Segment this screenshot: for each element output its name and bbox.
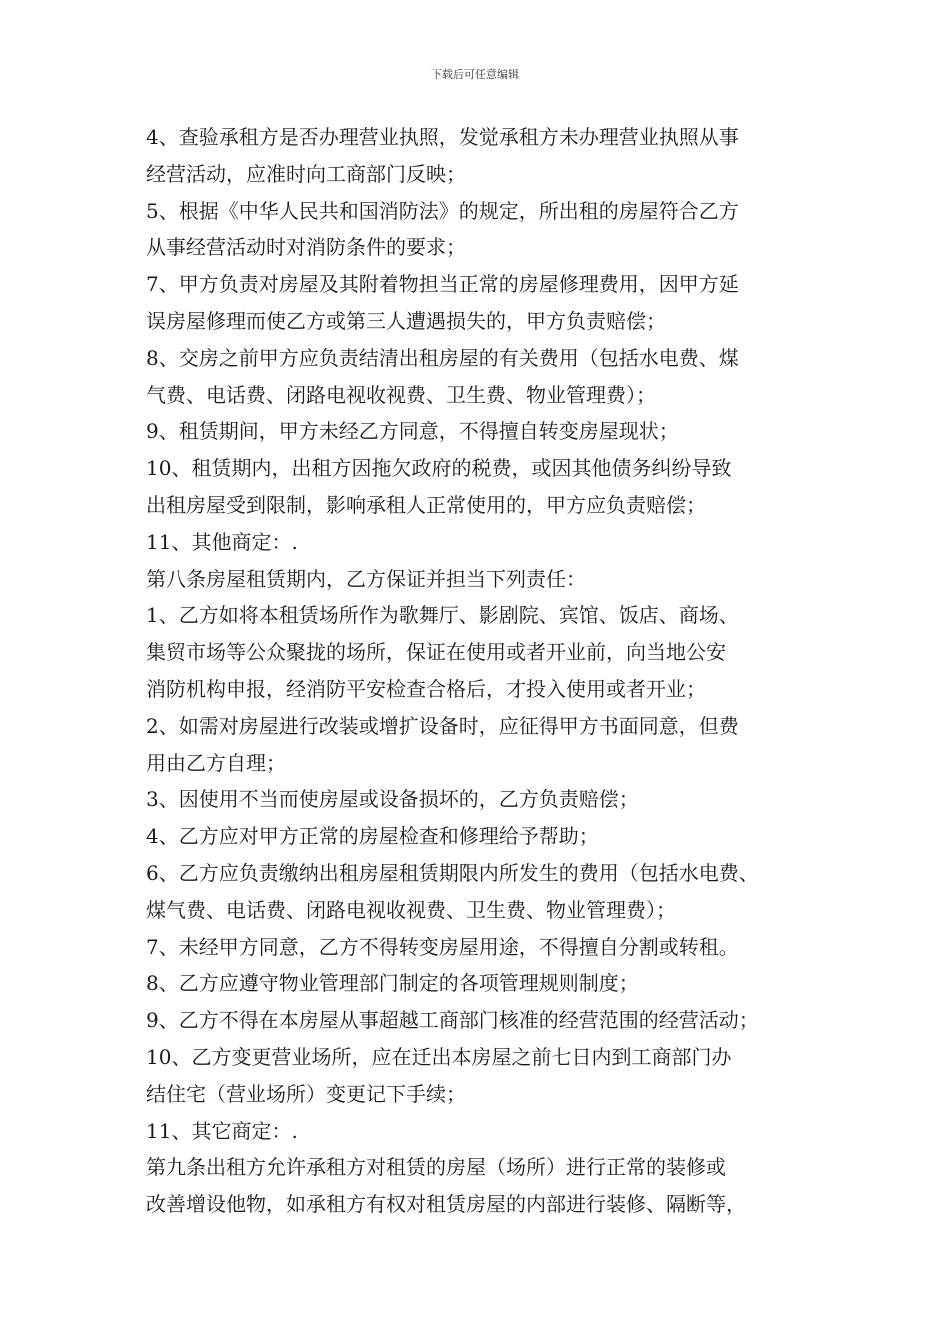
- text-line: 11、其它商定：.: [146, 1118, 298, 1143]
- text-line: 从事经营活动时对消防条件的要求；: [146, 235, 466, 260]
- text-line: 9、乙方不得在本房屋从事超越工商部门核准的经营范围的经营活动；: [146, 1008, 759, 1033]
- section-heading: 第九条出租方允许承租方对租赁的房屋（场所）进行正常的装修或: [146, 1155, 726, 1180]
- text-line: 误房屋修理而使乙方或第三人遭遇损失的，甲方负责赔偿；: [146, 308, 666, 333]
- page-header: 下载后可任意编辑: [431, 68, 519, 81]
- text-line: 出租房屋受到限制，影响承租人正常使用的，甲方应负责赔偿；: [146, 492, 706, 517]
- text-line: 改善增设他物，如承租方有权对租赁房屋的内部进行装修、隔断等，: [146, 1192, 746, 1217]
- text-line: 2、如需对房屋进行改装或增扩设备时，应征得甲方书面同意，但费: [146, 713, 739, 738]
- text-line: 8、交房之前甲方应负责结清出租房屋的有关费用（包括水电费、煤: [146, 345, 739, 370]
- text-line: 煤气费、电话费、闭路电视收视费、卫生费、物业管理费）；: [146, 897, 676, 922]
- text-line: 7、未经甲方同意，乙方不得转变房屋用途，不得擅自分割或转租。: [146, 934, 739, 959]
- text-line: 用由乙方自理；: [146, 750, 286, 775]
- text-line: 结住宅（营业场所）变更记下手续；: [146, 1081, 466, 1106]
- text-line: 4、查验承租方是否办理营业执照，发觉承租方未办理营业执照从事: [146, 125, 739, 149]
- text-line: 10、租赁期内，出租方因拖欠政府的税费，或因其他债务纠纷导致: [146, 456, 732, 481]
- text-line: 经营活动，应准时向工商部门反映；: [146, 161, 466, 186]
- text-line: 7、甲方负责对房屋及其附着物担当正常的房屋修理费用，因甲方延: [146, 272, 739, 297]
- text-line: 10、乙方变更营业场所，应在迁出本房屋之前七日内到工商部门办: [146, 1044, 732, 1069]
- text-line: 气费、电话费、闭路电视收视费、卫生费、物业管理费）；: [146, 382, 656, 407]
- text-line: 4、乙方应对甲方正常的房屋检查和修理给予帮助；: [146, 824, 599, 849]
- text-line: 8、乙方应遵守物业管理部门制定的各项管理规则制度；: [146, 971, 639, 996]
- section-heading: 第八条房屋租赁期内，乙方保证并担当下列责任：: [146, 566, 586, 591]
- text-line: 9、租赁期间，甲方未经乙方同意，不得擅自转变房屋现状；: [146, 419, 679, 444]
- text-line: 11、其他商定：.: [146, 529, 298, 554]
- text-line: 5、根据《中华人民共和国消防法》的规定，所出租的房屋符合乙方: [146, 198, 739, 223]
- document-body: [146, 119, 836, 1223]
- text-line: 集贸市场等公众聚拢的场所，保证在使用或者开业前，向当地公安: [146, 640, 726, 665]
- text-line: 1、乙方如将本租赁场所作为歌舞厅、影剧院、宾馆、饭店、商场、: [146, 603, 739, 628]
- text-line: 3、因使用不当而使房屋或设备损坏的，乙方负责赔偿；: [146, 787, 639, 812]
- text-line: 6、乙方应负责缴纳出租房屋租赁期限内所发生的费用（包括水电费、: [146, 860, 759, 885]
- text-line: 消防机构申报，经消防平安检查合格后，才投入使用或者开业；: [146, 676, 706, 701]
